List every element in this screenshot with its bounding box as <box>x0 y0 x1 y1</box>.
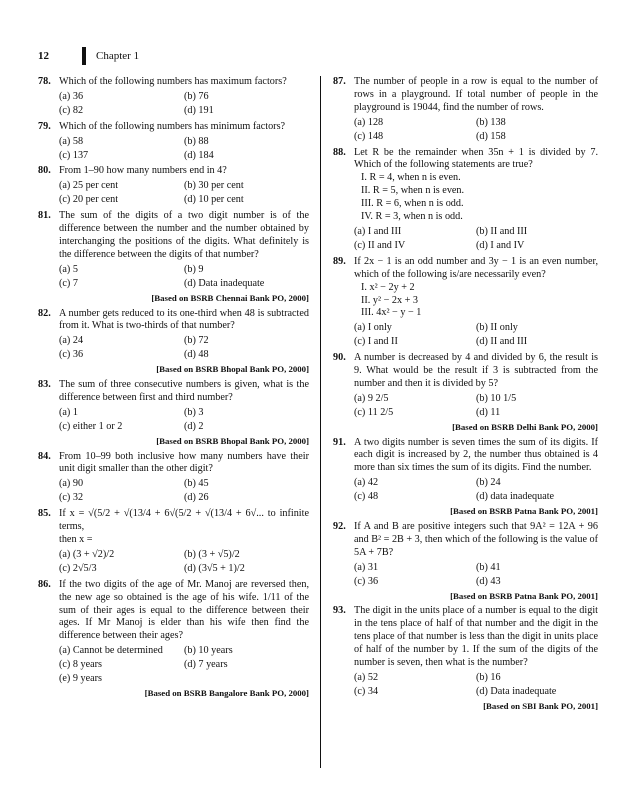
answer-option: (d) 48 <box>184 349 209 361</box>
left-column <box>38 76 309 703</box>
answer-option: (a) 5 <box>59 263 78 275</box>
answer-option: (d) 26 <box>184 492 209 504</box>
options-list <box>354 322 598 349</box>
answer-option: (c) 8 years <box>59 659 102 671</box>
answer-option: (c) I and II <box>354 336 398 348</box>
answer-option: (b) 24 <box>476 477 501 489</box>
options-list <box>354 117 598 144</box>
answer-option: (c) 32 <box>59 492 84 504</box>
answer-option: (d) 191 <box>184 104 214 116</box>
question-number: 79. <box>38 120 51 132</box>
source-citation: [Based on BSRB Patna Bank PO, 2001] <box>450 506 598 517</box>
options-list <box>354 562 598 589</box>
question-number: 84. <box>38 450 51 462</box>
options-list <box>354 226 598 253</box>
chapter-title: Chapter 1 <box>96 50 140 62</box>
statement: III. R = 6, when n is odd. <box>361 198 464 210</box>
question-text: Which of the following numbers has minimum factors? <box>59 120 286 132</box>
answer-option: (d) 2 <box>184 420 204 432</box>
question-text: The sum of the digits of a two digit number is of the difference between the number and the number obtained by interchanging the positions of the digits. What definitely is the difference between the digits of that number? <box>59 210 309 260</box>
question-number: 82. <box>38 307 51 319</box>
question-text: If 2x − 1 is an odd number and 3y − 1 is an even number, which of the following is/are necessarily even? <box>354 255 598 280</box>
source-citation: [Based on BSRB Patna Bank PO, 2001] <box>450 590 598 601</box>
header-divider <box>82 47 86 65</box>
answer-option: (b) 88 <box>184 135 209 147</box>
answer-option: (c) 7 <box>59 277 78 289</box>
page-number: 12 <box>38 50 49 62</box>
question-text: A number gets reduced to its one-third when 48 is subtracted from it. What is two-thirds of that number? <box>59 307 309 332</box>
answer-option: (b) 76 <box>184 90 209 102</box>
question-number: 78. <box>38 76 51 87</box>
question-79 <box>38 121 309 163</box>
options-list <box>59 136 309 163</box>
options-list <box>59 264 309 291</box>
question-text: Let R be the remainder when 35n + 1 is divided by 7. Which of the following statements are true? <box>354 146 598 171</box>
question-80 <box>38 165 309 207</box>
question-78 <box>38 76 309 118</box>
answer-option: (d) 11 <box>476 406 501 418</box>
answer-option: (a) 128 <box>354 116 384 128</box>
question-number: 83. <box>38 379 51 391</box>
question-number: 88. <box>333 146 346 158</box>
answer-option: (c) 36 <box>59 349 84 361</box>
answer-option: (a) 58 <box>59 135 84 147</box>
question-number: 93. <box>333 605 346 617</box>
question-92 <box>333 521 598 602</box>
column-divider <box>320 76 321 768</box>
answer-option: (b) 9 <box>184 263 204 275</box>
answer-option: (b) (3 + √5)/2 <box>184 548 240 560</box>
answer-option: (d) 43 <box>476 575 501 587</box>
question-text: The number of people in a row is equal to the number of rows in a playground. If total number of people in the playground is 19044, find the number of rows. <box>354 76 598 113</box>
answer-option: (d) Data inadequate <box>184 277 265 289</box>
question-86 <box>38 579 309 700</box>
question-prompt: then x = <box>59 534 93 545</box>
question-89 <box>333 256 598 349</box>
options-list <box>354 477 598 504</box>
question-number: 92. <box>333 521 346 532</box>
question-text: A number is decreased by 4 and divided by 6, the result is 9. What would be the result if 3 is subtracted from the number and then it is divided by 5? <box>354 352 598 389</box>
question-85 <box>38 508 309 576</box>
question-number: 89. <box>333 255 346 267</box>
answer-option: (b) 10 1/5 <box>476 392 517 404</box>
question-84 <box>38 451 309 506</box>
question-text: A two digits number is seven times the sum of its digits. If each digit is increased by 2, the number thus obtained is 4 more than six times the sum of its digits. Find the number. <box>354 436 598 474</box>
answer-option: (c) 34 <box>354 685 379 697</box>
statement: I. R = 4, when n is even. <box>361 172 461 184</box>
answer-option: (b) 30 per cent <box>184 180 244 192</box>
answer-option: (e) 9 years <box>59 673 102 685</box>
source-citation: [Based on BSRB Delhi Bank PO, 2000] <box>452 421 598 432</box>
source-citation: [Based on BSRB Bangalore Bank PO, 2000] <box>144 687 309 698</box>
options-list <box>59 478 309 505</box>
options-list <box>59 335 309 362</box>
answer-option: (c) 148 <box>354 130 384 142</box>
answer-option: (b) 3 <box>184 406 204 418</box>
answer-option: (d) (3√5 + 1)/2 <box>184 562 245 574</box>
answer-option: (d) 184 <box>184 149 214 161</box>
answer-option: (c) II and IV <box>354 239 406 251</box>
answer-option: (c) 82 <box>59 104 84 116</box>
answer-option: (c) 11 2/5 <box>354 406 394 418</box>
answer-option: (a) 42 <box>354 477 379 489</box>
question-93 <box>333 605 598 712</box>
question-number: 80. <box>38 165 51 177</box>
answer-option: (c) either 1 or 2 <box>59 420 123 432</box>
question-text: From 10–99 both inclusive how many numbers have their unit digit smaller than the other digit? <box>59 450 309 475</box>
question-number: 81. <box>38 210 51 222</box>
source-citation: [Based on BSRB Bhopal Bank PO, 2000] <box>156 435 309 446</box>
answer-option: (b) 138 <box>476 116 506 128</box>
question-text: If A and B are positive integers such that 9A² = 12A + 96 and B² = 2B + 3, then which of the following is the value of 5A + 7B? <box>354 521 599 558</box>
answer-option: (c) 36 <box>354 575 379 587</box>
statement: I. x² − 2y + 2 <box>361 281 415 293</box>
answer-option: (a) (3 + √2)/2 <box>59 548 115 560</box>
answer-option: (a) 24 <box>59 335 84 347</box>
question-text: The sum of three consecutive numbers is given, what is the difference between first and third number? <box>59 379 309 403</box>
question-83 <box>38 379 309 448</box>
question-88 <box>333 147 598 253</box>
question-text: If the two digits of the age of Mr. Manoj are reversed then, the new age so obtained is the age of his wife. 1/11 of the sum of their ages is equal to the difference between their ages. If Mr Manoj is elder than his wife then find the difference between their ages? <box>59 578 309 642</box>
options-list <box>59 645 309 686</box>
answer-option: (c) 48 <box>354 491 379 503</box>
answer-option: (a) 36 <box>59 90 84 102</box>
right-column <box>333 76 598 716</box>
options-list <box>59 407 309 434</box>
question-number: 87. <box>333 76 346 87</box>
source-citation: [Based on SBI Bank PO, 2001] <box>483 700 598 711</box>
question-number: 86. <box>38 578 51 590</box>
answer-option: (b) 45 <box>184 478 209 490</box>
answer-option: (d) 10 per cent <box>184 194 244 206</box>
answer-option: (d) II and III <box>476 336 528 348</box>
answer-option: (d) 7 years <box>184 659 228 671</box>
statement: IV. R = 3, when n is odd. <box>361 211 463 223</box>
statement: II. R = 5, when n is even. <box>361 185 465 197</box>
options-list <box>59 180 309 207</box>
options-list <box>354 393 598 420</box>
answer-option: (c) 2√5/3 <box>59 562 97 574</box>
question-81 <box>38 210 309 304</box>
answer-option: (a) 9 2/5 <box>354 392 389 404</box>
question-number: 91. <box>333 436 346 448</box>
answer-option: (d) data inadequate <box>476 491 555 503</box>
answer-option: (a) 90 <box>59 478 84 490</box>
source-citation: [Based on BSRB Chennai Bank PO, 2000] <box>151 292 309 303</box>
statement: III. 4x² − y − 1 <box>361 307 422 319</box>
answer-option: (c) 137 <box>59 149 89 161</box>
answer-option: (b) 72 <box>184 335 209 347</box>
question-text: The digit in the units place of a number is equal to the digit in the tens place of half of that number and the digit in the tens place of that number is less than the digit in units place of half of the number by 1. If the sum of the digits of the number is seven, then what is the number? <box>354 605 598 669</box>
answer-option: (a) 52 <box>354 671 379 683</box>
statement: II. y² − 2x + 3 <box>361 294 418 306</box>
question-text: If x = √(5/2 + √(13/4 + 6√(5/2 + √(13/4 + 6√... to infinite terms, <box>59 508 309 533</box>
question-82 <box>38 308 309 377</box>
answer-option: (b) 41 <box>476 561 501 573</box>
page-header <box>38 50 598 66</box>
answer-option: (c) 20 per cent <box>59 194 119 206</box>
question-number: 90. <box>333 352 346 364</box>
question-90 <box>333 352 598 433</box>
options-list <box>59 91 309 118</box>
answer-option: (d) Data inadequate <box>476 685 557 697</box>
answer-option: (d) I and IV <box>476 239 525 251</box>
answer-option: (a) 31 <box>354 561 379 573</box>
question-text: Which of the following numbers has maximum factors? <box>59 76 287 87</box>
answer-option: (a) I only <box>354 322 392 334</box>
question-text: From 1–90 how many numbers end in 4? <box>59 165 227 177</box>
answer-option: (a) Cannot be determined <box>59 645 163 657</box>
answer-option: (a) 1 <box>59 406 78 418</box>
answer-option: (d) 158 <box>476 130 506 142</box>
answer-option: (b) 16 <box>476 671 501 683</box>
options-list <box>59 549 309 576</box>
answer-option: (b) II and III <box>476 225 528 237</box>
answer-option: (a) 25 per cent <box>59 180 119 192</box>
options-list <box>354 672 598 699</box>
answer-option: (b) 10 years <box>184 645 233 657</box>
question-91 <box>333 437 598 518</box>
question-87 <box>333 76 598 144</box>
source-citation: [Based on BSRB Bhopal Bank PO, 2000] <box>156 364 309 375</box>
answer-option: (b) II only <box>476 322 518 334</box>
answer-option: (a) I and III <box>354 225 402 237</box>
question-number: 85. <box>38 508 51 520</box>
